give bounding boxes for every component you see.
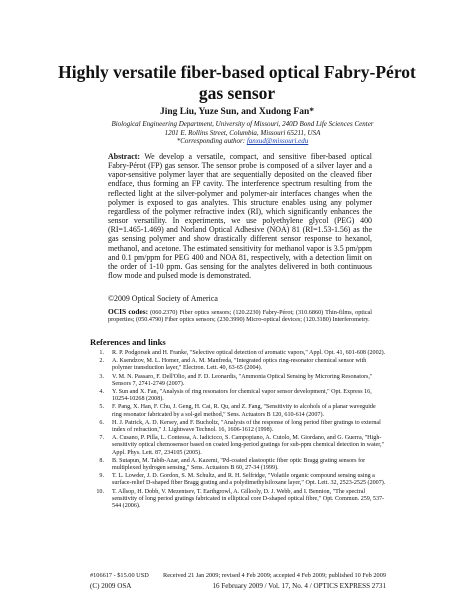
reference-number: 5. (99, 404, 104, 411)
reference-text: A. Cusano, P. Pilla, L. Contessa, A. Iadicicco, S. Campopiano, A. Cutolo, M. Giordano, and G. Guerra, "High-sensitivity optical chemosensor based on coated long-period gratings for sub-ppm chemical detection in water," Appl. Phys. Lett. 87, 234105 (2005). (112, 435, 384, 456)
author-list: Jing Liu, Yuze Sun, and Xudong Fan* (160, 107, 314, 117)
author-email-link[interactable]: fanxud@missouri.edu (246, 137, 309, 146)
reference-number: 8. (99, 457, 104, 464)
reference-number: 9. (99, 473, 104, 480)
reference-text: B. Sutapun, M. Tabib-Azar, and A. Kazemi, "Pd-coated elastooptic fiber optic Bragg grating sensors for multiplexed hydrogen sensing," Sens. Actuators B 60, 27-34 (1999). (112, 457, 366, 471)
title-line-2: gas sensor (198, 83, 276, 103)
reference-number: 7. (99, 435, 104, 442)
ocis-label: OCIS codes: (108, 307, 149, 316)
reference-number: 6. (99, 419, 104, 426)
reference-text: A. Ksendzov, M. L. Homer, and A. M. Manfreda, "Integrated optics ring-resonator chemical sensor with polymer transduction layer," Electron. Lett. 40, 63-65 (2004). (112, 358, 367, 372)
corresponding-author (100, 137, 385, 146)
abstract-label: Abstract: (108, 152, 140, 161)
reference-text: H. J. Patrick, A. D. Kersey, and F. Bucholtz, "Analysis of the response of long period fiber gratings to external index of refraction," J. Lightwave Technol. 16, 1606-1612 (1998). (112, 419, 381, 433)
abstract-text: We develop a versatile, compact, and sensitive fiber-based optical Fabry-Pérot (FP) gas sensor. The sensor probe is composed of a silver layer and a vapor-sensitive polymer layer that are sequentially deposited on the cleaved fiber endface, thus forming an FP cavity. The interference spectrum resulting from the reflected light at the silver-polymer and polymer-air interfaces changes when the polymer is exposed to gas analytes. This structure enables using any polymer regardless of the polymer refractive index (RI), which significantly enhances the sensor versatility. In experiments, we use polyethylene glycol (PEG) 400 (RI=1.465-1.469) and Norland Optical Adhesive (NOA) 81 (RI=1.53-1.56) as the gas sensing polymer and show drastically different sensor response to hexanol, methanol, and acetone. The estimated sensitivity for methanol vapor is 3.5 pm/ppm and 0.1 pm/ppm for PEG 400 and NOA 81, respectively, with a detection limit on the order of 1-10 ppm. Gas sensing for the analytes delivered in both continuous flow mode and pulsed mode is demonstrated. (108, 152, 372, 281)
reference-item (90, 358, 386, 373)
reference-item (90, 435, 386, 457)
reference-text: R. P. Podgorsek and H. Franke, "Selective optical detection of aromatic vapors," Appl. Opt. 41, 601-608 (2002). (112, 350, 386, 356)
reference-item (90, 389, 386, 404)
copyright-line: ©2009 Optical Society of America (108, 294, 218, 303)
article-code: #106617 - $15.00 USD (90, 572, 149, 579)
ocis-codes (108, 308, 372, 324)
received-dates: Received 21 Jan 2009; revised 4 Feb 2009; accepted 4 Feb 2009; published 10 Feb 2009 (163, 572, 386, 579)
reference-number: 2. (99, 358, 104, 365)
reference-item (90, 420, 386, 435)
corresponding-prefix: *Corresponding author: (176, 137, 247, 146)
reference-item (90, 404, 386, 419)
reference-text: T. L. Lowder, J. D. Gordon, S. M. Schultz, and R. H. Selfridge, "Volatile organic compound sensing using a surface-relief D-shaped fiber Bragg grating and a polydimethylsiloxane layer," Opt. Lett. 32, 2523-2525 (2007). (112, 473, 386, 487)
issue-info: 16 February 2009 / Vol. 17, No. 4 / OPTICS EXPRESS 2731 (212, 582, 386, 590)
reference-text: T. Allsop, H. Dobb, V. Mezentsev, T. Earthgrowl, A. Gillooly, D. J. Webb, and I. Bennion, "The spectral sensitivity of long period gratings fabricated in elliptical core D-shaped optical fibre," Opt. Commun. 259, 537-544 (2006). (112, 488, 385, 510)
reference-item (90, 350, 386, 357)
reference-text: F. Pang, X. Han, F. Chu, J. Geng, H. Cai, R. Qu, and Z. Fang, "Sensitivity to alcohols of a planar waveguide ring resonator fabricated by a sol-gel method," Sens. Actuators B 120, 610-614 (2007). (112, 404, 376, 418)
reference-list (90, 350, 386, 511)
reference-item (90, 473, 386, 488)
journal-copyright: (C) 2009 OSA (90, 582, 132, 590)
reference-item (90, 458, 386, 473)
reference-number: 3. (99, 373, 104, 380)
reference-item (90, 489, 386, 511)
affiliation-line-2: 1201 E. Rollins Street, Columbia, Missouri 65211, USA (164, 128, 321, 137)
reference-item (90, 374, 386, 389)
references-heading: References and links (90, 337, 166, 347)
reference-text: Y. Sun and X. Fan, "Analysis of ring resonators for chemical vapor sensor development," Opt. Express 16, 10254-10268 (2008). (112, 388, 372, 403)
ocis-text: (060.2370) Fiber optics sensors; (120.2230) Fabry-Pérot; (310.6860) Thin-films, optical properties; (050.4790) Fiber optics sensors; (230.3990) Micro-optical devices; (120.3180) Interferometry. (108, 309, 372, 324)
title-line-1: Highly versatile fiber-based optical Fabry-Pérot (58, 62, 416, 82)
reference-number: 10. (96, 488, 104, 495)
paper-title (40, 62, 434, 104)
affiliation-line-1: Biological Engineering Department, University of Missouri, 240D Bond Life Sciences Center (111, 120, 374, 128)
reference-number: 4. (99, 388, 104, 395)
affiliation-block (100, 120, 385, 146)
reference-text: V. M. N. Passaro, F. Dell'Olio, and F. D. Leonardis, "Ammonia Optical Sensing by Microring Resonators," Sensors 7, 2741-2749 (2007). (112, 373, 373, 387)
abstract (108, 152, 372, 280)
reference-number: 1. (99, 350, 104, 356)
